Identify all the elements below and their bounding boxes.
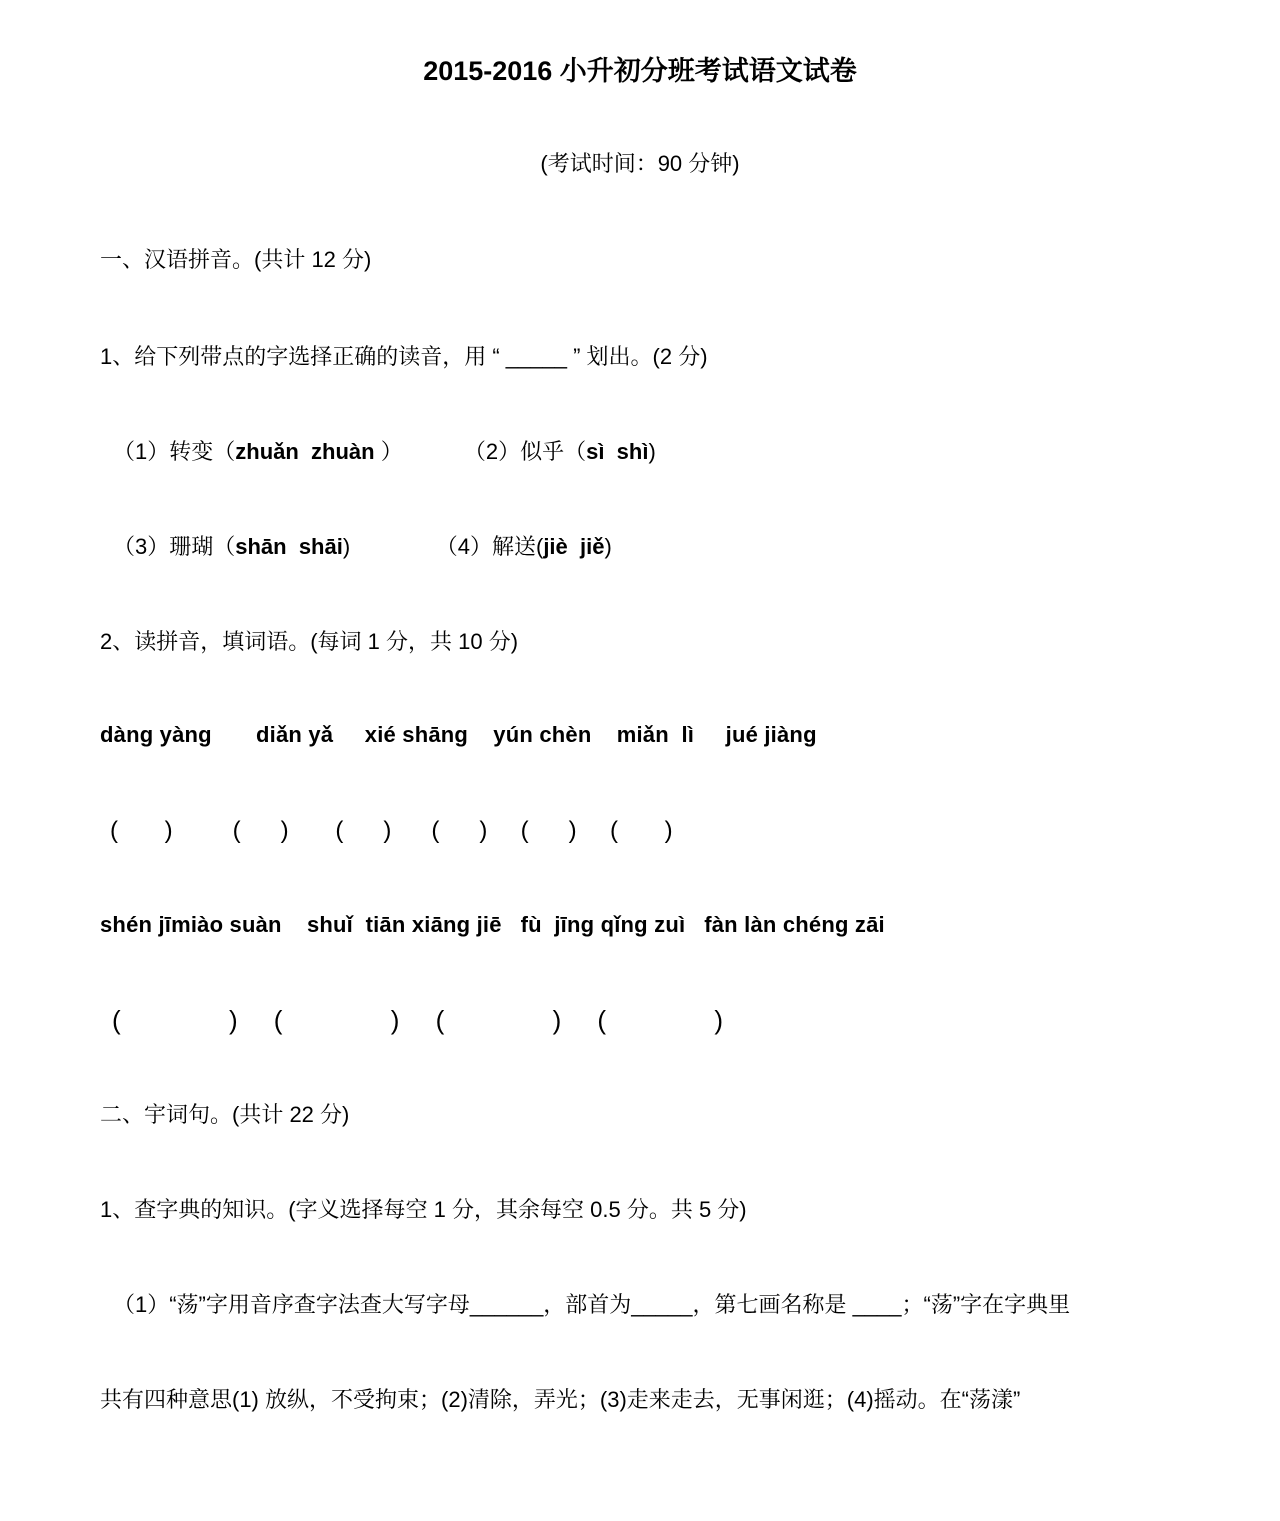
answer-brackets-row-1: ( ) ( ) ( ) ( ) ( ) ( ) — [110, 817, 673, 844]
question-1-items-row-2 — [113, 533, 612, 562]
section-1-heading: 一、汉语拼音。(共计 12 分) — [100, 247, 372, 272]
dictionary-sub-question-line-1: （1）“荡”字用音序查字法查大写字母______，部首为_____，第七画名称是 ____；“荡”字在字典里 — [113, 1292, 1071, 1317]
paper-title: 2015-2016 小升初分班考试语文试卷 — [423, 56, 857, 86]
pinyin-option: zhuǎn zhuàn — [235, 439, 375, 464]
pinyin-option: jiè jiě — [543, 534, 605, 559]
dictionary-sub-question-line-2: 共有四种意思(1) 放纵，不受拘束；(2)清除，弄光；(3)走来走去，无事闲逛；(4)摇动。在“荡漾” — [100, 1387, 1021, 1412]
pinyin-option: shān shāi — [235, 534, 343, 559]
section-2-question-1-prompt: 1、查字典的知识。(字义选择每空 1 分，其余每空 0.5 分。共 5 分) — [100, 1197, 747, 1222]
text-segment: ) — [342, 534, 436, 559]
text-segment: （3）珊瑚（ — [113, 534, 236, 559]
text-segment: （2）似乎（ — [463, 439, 587, 464]
pinyin-word-row-1: dàng yàng diǎn yǎ xié shāng yún chèn miǎn lì jué jiàng — [100, 722, 817, 747]
question-1-items-row-1 — [113, 438, 656, 467]
answer-brackets-row-2: ( ) ( ) ( ) ( ) — [112, 1005, 724, 1035]
section-1-question-1-prompt: 1、给下列带点的字选择正确的读音，用 “ _____ ” 划出。(2 分) — [100, 344, 708, 369]
text-segment: ) — [648, 439, 656, 464]
exam-time-subtitle: (考试时间：90 分钟) — [540, 151, 740, 176]
section-2-heading: 二、宇词句。(共计 22 分) — [100, 1102, 350, 1127]
pinyin-word-row-2: shén jīmiào suàn shuǐ tiān xiāng jiē fù jīng qǐng zuì fàn làn chéng zāi — [100, 912, 885, 937]
pinyin-option: sì shì — [586, 439, 649, 464]
text-segment: （1）转变（ — [113, 439, 236, 464]
text-segment: ） — [374, 439, 464, 464]
text-segment: ) — [604, 534, 612, 559]
text-segment: （4）解送( — [435, 534, 544, 559]
section-1-question-2-prompt: 2、读拼音，填词语。(每词 1 分，共 10 分) — [100, 629, 519, 654]
